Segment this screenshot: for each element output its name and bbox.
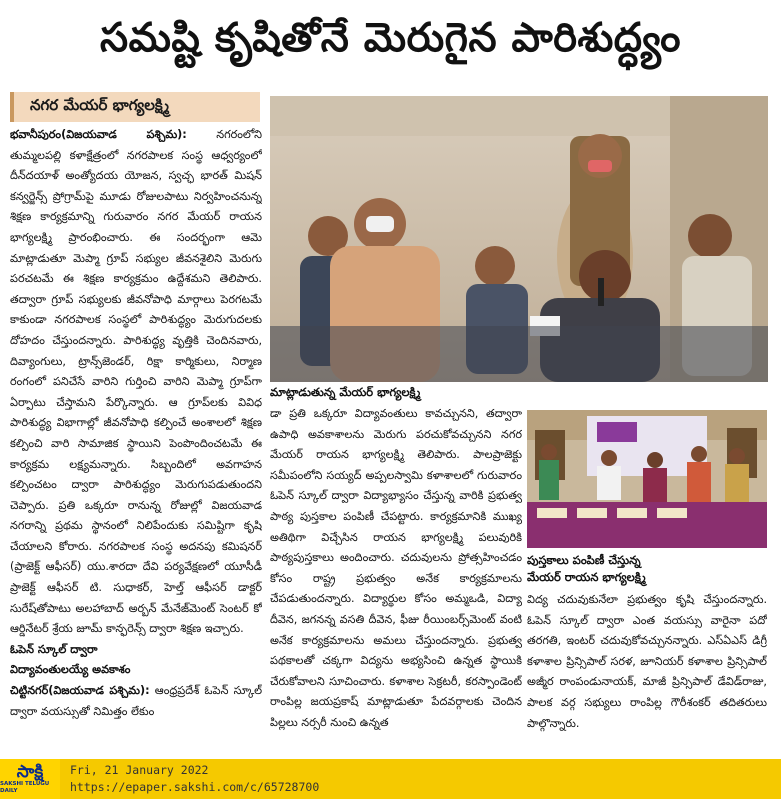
main-photo xyxy=(270,96,768,382)
dateline-2: చిట్టినగర్(విజయవాడ పశ్చిమ): xyxy=(10,684,150,698)
small-photo-caption-line-2: మేయర్ రాయన భాగ్యలక్ష్మి xyxy=(527,570,646,584)
epaper-link[interactable]: https://epaper.sakshi.com/c/65728700 xyxy=(70,780,320,794)
small-photo-caption xyxy=(527,552,767,586)
sub-heading-open-school-2: విద్యావంతులయ్యే అవకాశం xyxy=(10,663,131,677)
article-body-1: భవానీపురం(విజయవాడ పశ్చిమ): నగరంలోని తుమ్మలపల్లి కళాక్షేత్రంలో నగరపాలక సంస్థ ఆధ్వర్యంలో దీన్‌దయాళ్ అంత్యోదయ యోజన, స్వచ్ఛ భారత్ మిషన్ కన్వర్జెన్స్ ప్రోగ్రామ్‌పై మూడు రోజులపాటు నిర్వహించనున్న శిక్షణ కార్యక్రమాన్ని గురువారం నగర మేయర్ రాయన భాగ్యలక్ష్మి ప్రారంభించారు. ఈ సందర్భంగా ఆమె మాట్లాడుతూ మెప్మా గ్రూప్ సభ్యుల జీవనశైలిని మెరుగు పరచటమే ఈ శిక్షణ కార్యక్రమం ఉద్దేశమని తెలిపారు. తద్వారా గ్రూప్ సభ్యులకు జీవనోపాధి మార్గాలు పెరగటమే కాకుండా నగరపాలక సంస్థలో పారిశుద్ధ్యం మెరుగుదలకు దోహదం చేస్తుందన్నారు. పారిశుద్ధ్య వృత్తికి చెందినవారు, దివ్యాంగులు, ట్రాన్స్‌జెండర్, రిక్షా కార్మికులు, నిర్మాణ రంగంలో పనిచేసే వారిని గుర్తించి వారిని మెప్మా గ్రూప్‌గా ఏర్పాటు చేస్తామని పేర్కొన్నారు. ఆ గ్రూప్‌లకు వివిధ పారిశుద్ధ్య విభాగాల్లో జీవనోపాధి కల్పించే అంశాలలో శిక్షణ కల్పించి వారి సామాజిక స్థాయిని పెంపొందించటమే ఈ కార్యక్రమ లక్ష్యమన్నారు. సిబ్బందిలో అవగాహన కల్పించటం ద్వారా పారిశుద్ధ్యం మెరుగుపడుతుందని చెప్పారు. ప్రతి ఒక్కరూ రానున్న రోజుల్లో విజయవాడ నగరాన్ని ప్రథమ స్థానంలో నిలిపేందుకు సమిష్టిగా కృషి చేయాలని కోరారు. నగరపాలక సంస్థ అదనపు కమిషనర్ (ప్రాజెక్ట్ ఆఫీసర్) యు.శారదా దేవి పర్యవేక్షణలో యూసీడీ ప్రాజెక్ట్ ఆఫీసర్ టి. సుధాకర్, హెల్త్ ఆఫీసర్ డాక్టర్ సురేష్‌తోపాటు అలహాబాద్ అర్బన్ మేనేజ్‌మెంట్ సెంటర్ కో ఆర్డినేటర్ శ్రేయ జూమ్ కాన్ఫరెన్స్ ద్వారా శిక్షణ ఇచ్చారు. xyxy=(10,128,262,636)
edition-date: Fri, 21 January 2022 xyxy=(70,763,209,777)
logo-subtitle: SAKSHI TELUGU DAILY xyxy=(0,781,50,794)
dateline: భవానీపురం(విజయవాడ పశ్చిమ): xyxy=(10,128,187,141)
small-photo-caption-line-1: పుస్తకాలు పంపిణీ చేస్తున్న xyxy=(527,553,641,567)
article-body-2: చిట్టినగర్(విజయవాడ పశ్చిమ): ఆంధ్రప్రదేశ్ ఓపెన్ స్కూల్ ద్వారా వయస్సుతో నిమిత్తం లేకుం xyxy=(10,684,262,718)
sub-heading-mayor: నగర మేయర్ భాగ్యలక్ష్మి xyxy=(10,92,260,122)
article-column-3 xyxy=(527,590,767,755)
small-photo xyxy=(527,410,767,548)
article-body-col2: డా ప్రతి ఒక్కరూ విద్యావంతులు కావచ్చునని, తద్వారా ఉపాధి అవకాశాలను మెరుగు పరచుకోవచ్చునని నగర మేయర్ రాయన భాగ్యలక్ష్మి తెలిపారు. పాలప్రాజెక్టు సమీపంలోని సయ్యద్ అప్పలస్వామి కళాశాలలో గురువారం ఓపెన్ స్కూల్ ద్వారా విద్యాభ్యాసం చేస్తున్న వారికి ప్రభుత్వ పాఠ్య పుస్తకాల పంపిణీ చేపట్టారు. కార్యక్రమానికి ముఖ్య అతిథిగా విచ్చేసిన రాయన భాగ్యలక్ష్మి పలువురికి పాఠ్యపుస్తకాలు అందించారు. చదువులను ప్రోత్సహించడం కోసం రాష్ట్ర ప్రభుత్వం అనేక కార్యక్రమాలను చేపడుతుందన్నారు. విద్యార్థుల కోసం అమ్మఒడి, విద్యా దీవెన, జగనన్న వసతి దీవెన, ఫీజు రీయింబర్స్‌మెంట్ వంటి అనేక కార్యక్రమాలను అమలు చేస్తుందన్నారు. ప్రభుత్వ పథకాలతో చక్కగా విద్యను అభ్యసించి ఉన్నత స్థాయికి చేరుకోవాలని సూచించారు. కళాశాల సెక్రటరీ, కరస్పాండెంట్ రాంపిల్ల జయప్రకాష్ మాట్లాడుతూ పేదవర్గాలకు చెందిన పిల్లలు నర్సరీ నుంచి ఉన్నత xyxy=(270,407,522,729)
footer-bar xyxy=(0,759,781,799)
article-body-col3: విద్య చదువుకునేలా ప్రభుత్వం కృషి చేస్తుందన్నారు. ఓపెన్ స్కూల్ ద్వారా ఎంత వయస్సు వారైనా పదో తరగతి, ఇంటర్ చదువుకోవచ్చునన్నారు. ఎస్ఏఎస్ డిగ్రీ కళాశాల ప్రిన్సిపాల్ సరళ, జూనియర్ కళాశాల ప్రిన్సిపాల్ అజ్మీర రాంపండునాయక్, మాజీ ప్రిన్సిపాల్ డేవిడ్‌రాజు, పాలక వర్గ సభ్యులు రాంపిల్ల గౌరీశంకర్ తదితరులు పాల్గొన్నారు. xyxy=(527,593,767,730)
article-column-1 xyxy=(10,125,262,755)
article-column-2 xyxy=(270,404,522,755)
footer-info xyxy=(70,762,319,796)
sakshi-logo xyxy=(0,759,60,799)
mayor-speaking-photo xyxy=(270,96,768,382)
book-distribution-photo xyxy=(527,410,767,548)
sub-heading-open-school-1: ఓపెన్ స్కూల్ ద్వారా xyxy=(10,642,98,656)
main-photo-caption: మాట్లాడుతున్న మేయర్ భాగ్యలక్ష్మి xyxy=(270,385,421,399)
headline: సమష్టి కృషితోనే మెరుగైన పారిశుద్ధ్యం xyxy=(99,15,682,61)
logo-text: సాక్షి xyxy=(16,762,44,782)
